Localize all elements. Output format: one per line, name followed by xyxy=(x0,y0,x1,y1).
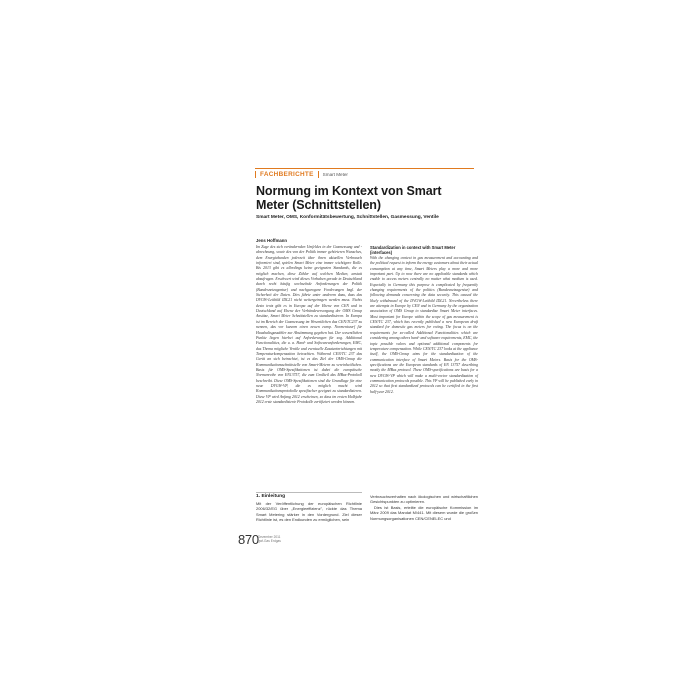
section-header xyxy=(255,170,348,178)
body-paragraph-2: Dies ist Basis, erteilte die europäische Kommission im März 2009 das Mandat M/441. Mit diesem wurde die großen Normungsorganisationen CEN/CENELEC und xyxy=(370,504,478,521)
body-text-left: Mit der Veröffentlichung der europäischen Richtlinie 2006/32/EG über „Energieeffizienz", rückte das Thema Smart Metering stärker in den Vordergrund. Ziel dieser Richtlinie ist, es den Endkunden zu ermöglichen, sein xyxy=(256,501,362,523)
article-author: Jens Hoffmann xyxy=(256,238,288,243)
section-heading: 1. Einleitung xyxy=(256,494,286,499)
page-number: 870 xyxy=(238,532,259,547)
abstract-english-title: Standardization in context with Smart Meter (interfaces) xyxy=(370,245,456,256)
footer-meta xyxy=(258,535,281,543)
abstract-english: With the changing context in gas measurement and accounting and the political request to inform the energy customers about their actual consumption at any time, Smart Meters play a more and more important part. Up to now there are no applicable standards which enable to access meters centrally no matter what medium is used. Especially in Germany this purpose is complicated by frequently changing requirements of the politics (Bundesnetzagentur) and following demands concerning the data security. This caused the likely withdrawal of the DVGW-Leitbild IDL21. Nevertheless there are attempts in Europe by CEN and in Germany by the organization association of OMS Group to standardize Smart Meter interfaces. Most important for Europe within the scope of gas measurement is CEN/TC 237, which has recently published a new European draft standard for domestic gas meters for voting. The focus is on the requirements for so-called Additional Functionalities which are considering among others hard- and software requirements, EMC, the topic possible valves and optional additional components for temperature compensation. While CEN/TC 237 looks at the appliance itself, the OMS-Group aims for the standardization of the communication interface of Smart Meters. Basis for the OMS-specifications are the European standards of EN 13757 describing mostly the MBus protocol. These OMS-specifications are basis for a new DVGW-VP which will make a multi-vector standardization of communication protocols possible. This VP will be published early in 2012 so that first standardized protocols can be certified in the first half-year 2012. xyxy=(370,256,478,394)
header-subcategory: Smart Meter xyxy=(322,171,348,177)
abstract-german: Im Zuge des sich verändernden Umfeldes in der Gasmessung und -abrechnung, sowie des von der Politik immer gehörteren Wunsches, dem Energiekunden jederzeit über ihren aktuellen Verbrauch informiert sind, spielen Smart Meter eine immer wichtigere Rolle. Bis 2013 gibt es allerdings keine geeigneten Standards, die es möglich machen, diese Zähler auf welchen Medien, anstatt abzufragen. Erschwert wird dieses Vorhaben gerade in Deutschland durch recht häufig wechselnde Anforderungen der Politik (Bundesnetzagentur) und nachgezogene Forderungen bzgl. der Sicherheit der Daten. Dies führte unter anderem dazu, dass das DVGW-Leitbild IDL21 nicht weitergetragen werden muss. Nichts desto trotz gibt es in Europa auf der Ebene von CEN und in Deutschland auf Ebene der Verbändeversorgung der OMS Group Ansätze, Smart Meter Schnittstellen zu standardisieren. In Europa ist im Bereich der Gasmessung im Wesentlichen das CEN/TC237 zu nennen, das vor kurzem einen neuen europ. Normentwurf für Haushaltsgaszähler zur Abstimmung gegeben hat. Der wesentlichen Punkte liegen hierbei auf Anforderungen für sog. Additional Functionalities, die u. a. Hard- und Softwareanforderungen, EMC, das Thema mögliche Ventile und eventuelle Zusatzeinrichtungen mit Temperaturkompensation betrachten. Während CEN/TC 237 das Gerät an sich betrachtet, ist es das Ziel der OMS-Group die Kommunikationsschnittstelle von Smart-Metern zu vereinheitlichen. Basis für OMS-Spezifikationen ist dabei die europäische Normenreihe von EN13757, die zum Großteil das MBus-Protokoll beschreibt. Diese OMS-Spezifikationen sind die Grundlage für eine neue DVGW-VP, die es möglich macht wird Kommunikationsprotokolle spezifischer geeignet zu standardisieren. Diese VP wird Anfang 2012 erscheinen, so dass im ersten Halbjahr 2012 erste standardisierte Protokolle zertifiziert werden können. xyxy=(256,245,362,404)
column-rule-left xyxy=(256,492,362,493)
body-paragraph-1: Verbrauchsverhalten nach ökologischen und wirtschaftlichen Gesichtspunkten zu optimieren. xyxy=(370,494,478,505)
footer-journal: gwf-Gas Erdgas xyxy=(258,539,281,543)
header-bar-left xyxy=(255,171,256,178)
body-text-right xyxy=(370,494,478,521)
article-keywords: Smart Meter, OMS, Konformitätsbewertung, Schnittstellen, Gasmessung, Ventile xyxy=(256,215,439,220)
footer-date: Dezember 2011 xyxy=(258,535,281,539)
header-rule xyxy=(255,168,474,169)
header-category: FACHBERICHTE xyxy=(260,170,314,178)
article-title: Normung im Kontext von Smart Meter (Schnittstellen) xyxy=(256,184,442,212)
header-bar-right xyxy=(318,171,319,178)
